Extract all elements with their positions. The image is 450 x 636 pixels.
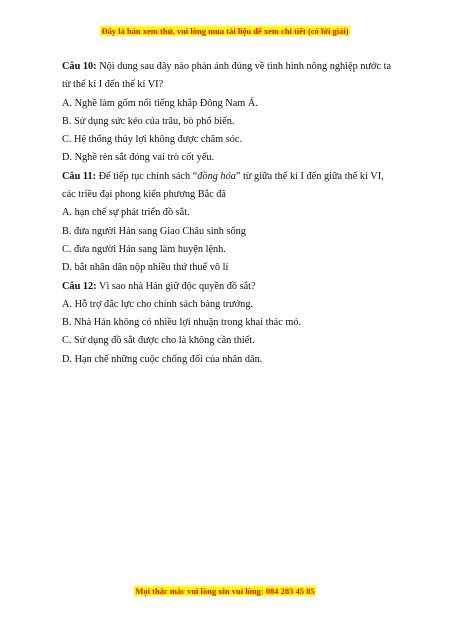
question-11-stem-emphasis: đồng hóa (197, 170, 236, 182)
question-12-option-c: C. Sử dụng đồ sắt được cho là không cần thiết. (62, 335, 255, 347)
question-10-option-b: B. Sử dụng sức kéo của trâu, bò phổ biến. (62, 115, 235, 127)
contact-text: Mọi thắc mắc vui lòng xin vui lòng: 084 283 45 85 (135, 586, 315, 596)
question-10-option-d: D. Nghề rèn sắt đóng vai trò cốt yếu. (62, 152, 215, 164)
question-10-number: Câu 10: (62, 61, 97, 72)
question-11-line-1 (62, 168, 392, 186)
document-body (62, 58, 392, 369)
question-11-option-b: B. đưa người Hán sang Giao Châu sinh sống (62, 225, 246, 237)
question-12-line-1 (62, 278, 392, 296)
question-10-stem-1: Nội dung sau đây nào phản ánh đúng về tình hình nông nghiệp nước ta (96, 61, 392, 72)
question-11-stem-pre: Để tiếp tục chính sách “ (96, 170, 198, 182)
preview-notice-text: Đây là bản xem thử, vui lòng mua tài liệu để xem chi tiết (có lời giải) (101, 26, 349, 36)
question-10-stem-2: từ thế kỉ I đến thế kỉ VI? (62, 79, 164, 91)
question-11-stem-2: các triều đại phong kiến phương Bắc đã (62, 189, 226, 201)
question-11-option-c: C. đưa người Hán sang làm huyện lệnh. (62, 243, 226, 255)
question-11-option-a: A. hạn chế sự phát triển đồ sắt. (62, 207, 190, 219)
question-10-option-a: A. Nghề làm gốm nổi tiếng khắp Đông Nam Á. (62, 97, 258, 109)
question-11-option-d: D. bắt nhân dân nộp nhiều thứ thuế vô lí (62, 262, 229, 274)
question-10-option-c: C. Hệ thống thủy lợi không được chăm sóc. (62, 134, 243, 146)
question-10-line-1 (62, 58, 392, 76)
question-12-option-b: B. Nhà Hán không có nhiều lợi nhuận trong khai thác mỏ. (62, 317, 302, 329)
question-11-stem-post: ” từ giữa thế kỉ I đến giữa thế kỉ VI, (235, 170, 384, 182)
contact-banner (0, 586, 450, 596)
question-12-stem-1: Vì sao nhà Hán giữ độc quyền đồ sắt? (96, 280, 256, 292)
question-12-option-d: D. Hạn chế những cuộc chống đối của nhân dân. (62, 353, 263, 365)
preview-notice-banner (0, 26, 450, 36)
question-12-option-a: A. Hỗ trợ đắc lực cho chính sách bàng trướng. (62, 298, 254, 310)
question-11-number: Câu 11: (62, 170, 97, 182)
question-12-number: Câu 12: (62, 280, 97, 292)
